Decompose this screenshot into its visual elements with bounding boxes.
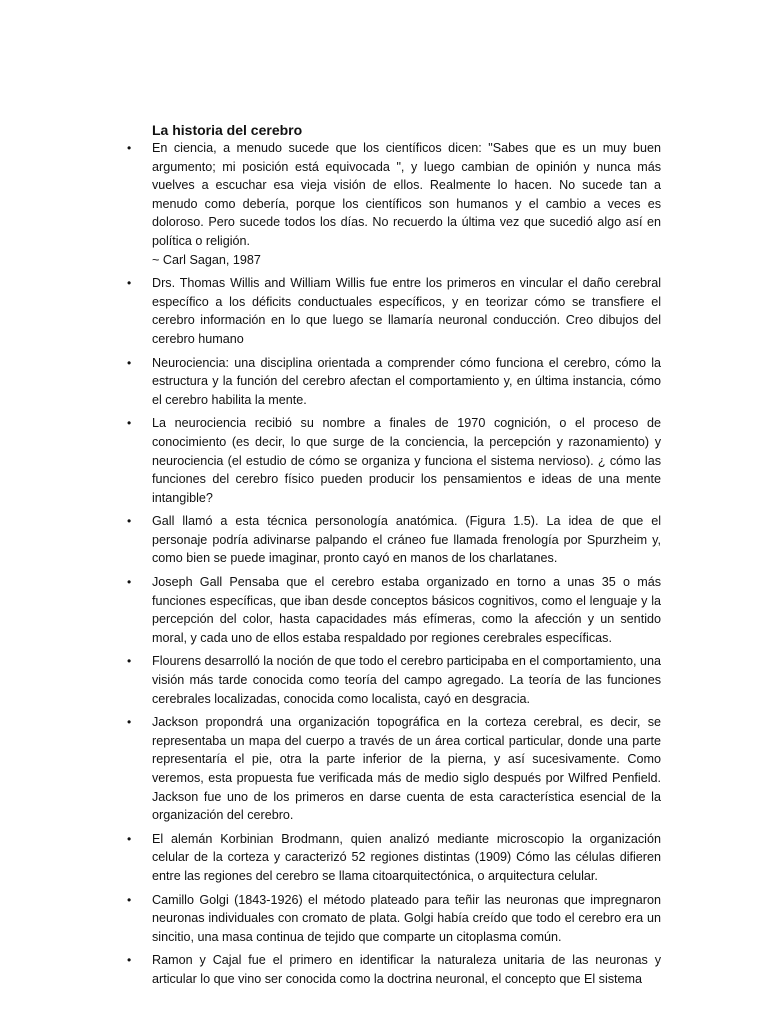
bullet-icon: • <box>127 355 132 370</box>
list-item-text: Drs. Thomas Willis and William Willis fue entre los primeros en vincular el daño cerebral específico a los déficits conductuales específicos, y en teorizar cómo se transfiere el cerebro información en lo que luego se llamaría neuronal conducción. Creo dibujos del cerebro humano <box>152 276 661 346</box>
list-item <box>127 573 661 647</box>
list-item <box>127 354 661 410</box>
bullet-icon: • <box>127 416 132 431</box>
bullet-icon: • <box>127 575 132 590</box>
list-item-text: Gall llamó a esta técnica personología anatómica. (Figura 1.5). La idea de que el personaje podría adivinarse palpando el cráneo fue llamada frenología por Spurzheim y, como bien se puede imaginar, pronto cayó en manos de los charlatanes. <box>152 514 661 566</box>
list-item-text: Flourens desarrolló la noción de que todo el cerebro participaba en el comportamiento, una visión más tarde conocida como teoría del campo agregado. La teoría de las funciones cerebrales localizadas, conocida como localista, cayó en desgracia. <box>152 654 661 706</box>
bullet-icon: • <box>127 715 132 730</box>
list-item <box>127 652 661 708</box>
list-item-text: La neurociencia recibió su nombre a finales de 1970 cognición, o el proceso de conocimiento (es decir, lo que surge de la conciencia, la percepción y razonamiento) y neurociencia (el estudio de cómo se organiza y funciona el sistema nervioso). ¿ cómo las funciones del cerebro físico pueden producir los pensamientos e ideas de una mente intangible? <box>152 416 661 505</box>
list-item <box>127 274 661 348</box>
bullet-icon: • <box>127 892 132 907</box>
quote-attribution: ~ Carl Sagan, 1987 <box>152 252 261 267</box>
bullet-icon: • <box>127 141 132 155</box>
bullet-list <box>127 139 661 994</box>
list-item-text: Jackson propondrá una organización topográfica en la corteza cerebral, es decir, se representaba un mapa del cuerpo a través de un área cortical particular, donde una parte representaría el pie, otra la parte inferior de la pierna, y así sucesivamente. Como veremos, esta propuesta fue verificada más de medio siglo después por Wilfred Penfield. Jackson fue uno de los primeros en darse cuenta de esta característica esencial de la organización del cerebro. <box>152 715 661 823</box>
bullet-icon: • <box>127 831 132 846</box>
list-item-text: El alemán Korbinian Brodmann, quien analizó mediante microscopio la organización celular de la corteza y caracterizó 52 regiones distintas (1909) Cómo las células difieren entre las regiones del cerebro se llama citoarquitectónica, o arquitectura celular. <box>152 831 661 883</box>
list-item-text: Camillo Golgi (1843-1926) el método plateado para teñir las neuronas que impregnaron neuronas individuales con cromato de plata. Golgi había creído que todo el cerebro era un sincitio, una masa continua de tejido que comparte un citoplasma común. <box>152 892 661 944</box>
bullet-icon: • <box>127 514 132 529</box>
list-item <box>127 512 661 568</box>
bullet-icon: • <box>127 276 132 291</box>
list-item-text: Neurociencia: una disciplina orientada a comprender cómo funciona el cerebro, cómo la estructura y la función del cerebro afectan el comportamiento y, en última instancia, cómo el cerebro habilita la mente. <box>152 355 661 407</box>
list-item-text: En ciencia, a menudo sucede que los científicos dicen: "Sabes que es un muy buen argumento; mi posición está equivocada ", y luego cambian de opinión y nunca más vuelves a escuchar esa vieja visión de ellos. Realmente lo hacen. No sucede tan a menudo como debería, porque los científicos son humanos y el cambio a veces es doloroso. Pero sucede todos los días. No recuerdo la última vez que sucedió algo así en política o religión. <box>152 141 661 248</box>
list-item <box>127 139 661 269</box>
list-item <box>127 951 661 988</box>
list-item <box>127 414 661 507</box>
list-item <box>127 713 661 825</box>
document-title: La historia del cerebro <box>152 122 303 138</box>
list-item-text: Joseph Gall Pensaba que el cerebro estaba organizado en torno a unas 35 o más funciones específicas, que iban desde conceptos básicos cognitivos, como el lenguaje y la percepción del color, hasta capacidades más efímeras, como la afección y un sentido moral, y cada uno de ellos estaba respaldado por regiones cerebrales específicas. <box>152 575 661 645</box>
list-item <box>127 891 661 947</box>
list-item <box>127 830 661 886</box>
list-item-text: Ramon y Cajal fue el primero en identificar la naturaleza unitaria de las neuronas y articular lo que vino ser conocida como la doctrina neuronal, el concepto que El sistema <box>152 953 661 986</box>
bullet-icon: • <box>127 953 132 968</box>
bullet-icon: • <box>127 654 132 669</box>
